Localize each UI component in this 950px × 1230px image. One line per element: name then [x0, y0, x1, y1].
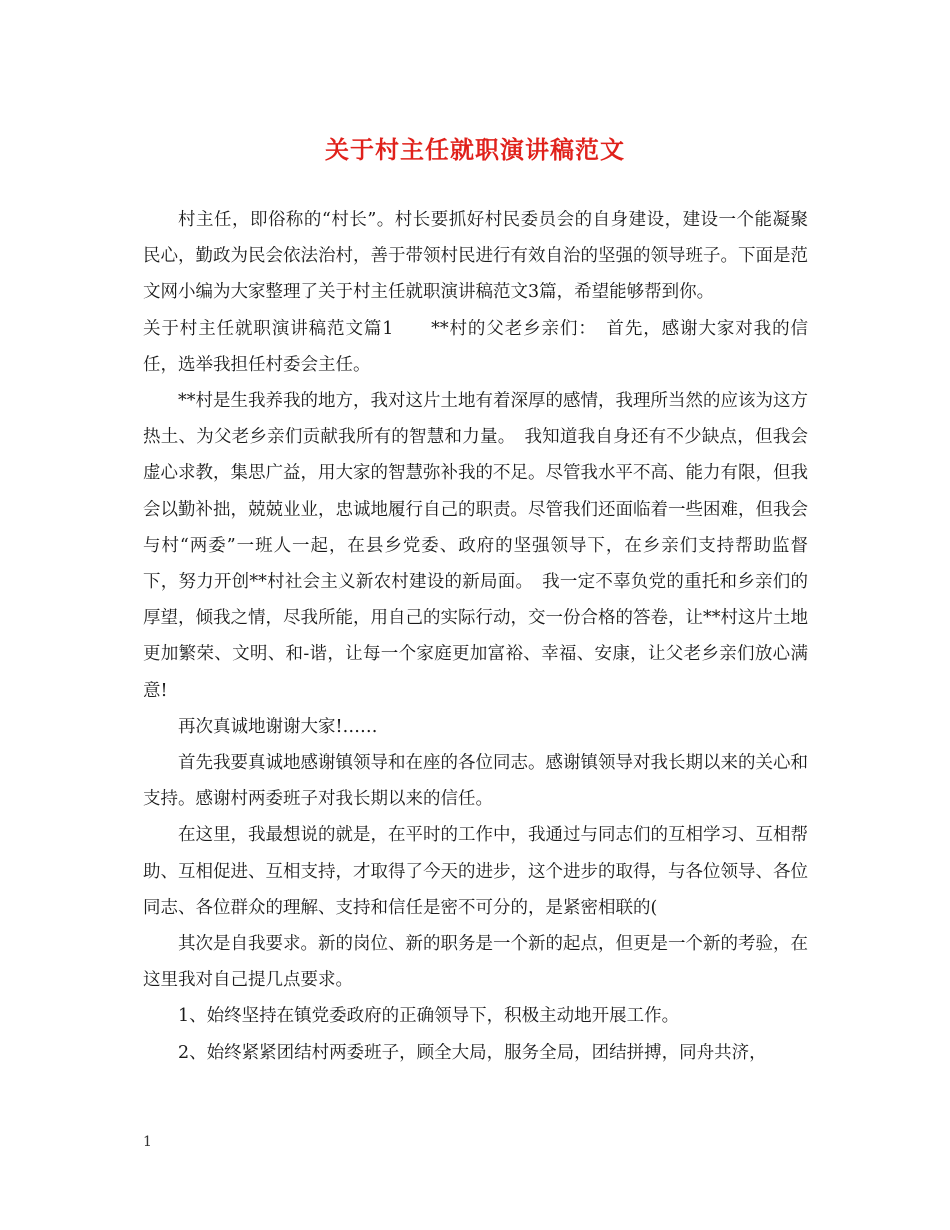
document-title: 关于村主任就职演讲稿范文 — [325, 135, 625, 164]
paragraph-self-requirement: 其次是自我要求。新的岗位、新的职务是一个新的起点，但更是一个新的考验，在这里我对自己提几点要求。 — [143, 934, 808, 991]
paragraph-gratitude: 首先我要真诚地感谢镇领导和在座的各位同志。感谢镇领导对我长期以来的关心和支持。感谢村两委班子对我长期以来的信任。 — [143, 753, 808, 810]
paragraph-reflection: 在这里，我最想说的就是，在平时的工作中，我通过与同志们的互相学习、互相帮助、互相促进、互相支持，才取得了今天的进步，这个进步的取得，与各位领导、各位同志、各位群众的理解、支持和信任是密不可分的，是紧密相联的( — [143, 825, 808, 918]
paragraph-speech-body: **村是生我养我的地方，我对这片土地有着深厚的感情，我理所当然的应该为这方热土、为父老乡亲们贡献我所有的智慧和力量。 我知道我自身还有不少缺点，但我会虚心求教，集思广益，用大家的智慧弥补我的不足。尽管我水平不高、能力有限，但我会以勤补拙，兢兢业业，忠诚地履行自己的职责。尽管我们还面临着一些困难，但我会与村“两委”一班人一起，在县乡党委、政府的坚强领导下，在乡亲们支持帮助监督下，努力开创**村社会主义新农村建设的新局面。 我一定不辜负党的重托和乡亲们的厚望，倾我之情，尽我所能，用自己的实际行动，交一份合格的答卷，让**村这片土地更加繁荣、文明、和-谐，让每一个家庭更加富裕、幸福、安康，让父老乡亲们放心满意! — [143, 391, 808, 701]
paragraph-intro: 村主任，即俗称的“村长”。村长要抓好村民委员会的自身建设，建设一个能凝聚民心，勤政为民会依法治村，善于带领村民进行有效自治的坚强的领导班子。下面是范文网小编为大家整理了关于村主任就职演讲稿范文3篇，希望能够帮到你。 — [143, 210, 808, 303]
paragraph-heading-speech-1: 关于村主任就职演讲稿范文篇1 **村的父老乡亲们： 首先，感谢大家对我的信任，选举我担任村委会主任。 — [143, 318, 808, 375]
paragraph-thanks: 再次真诚地谢谢大家!…… — [178, 716, 378, 737]
paragraph-point-2: 2、始终紧紧团结村两委班子，顾全大局，服务全局，团结拼搏，同舟共济， — [178, 1042, 767, 1063]
paragraph-point-1: 1、始终坚持在镇党委政府的正确领导下，积极主动地开展工作。 — [178, 1006, 680, 1027]
document-body — [143, 202, 808, 1071]
page-number: 1 — [143, 1134, 152, 1150]
